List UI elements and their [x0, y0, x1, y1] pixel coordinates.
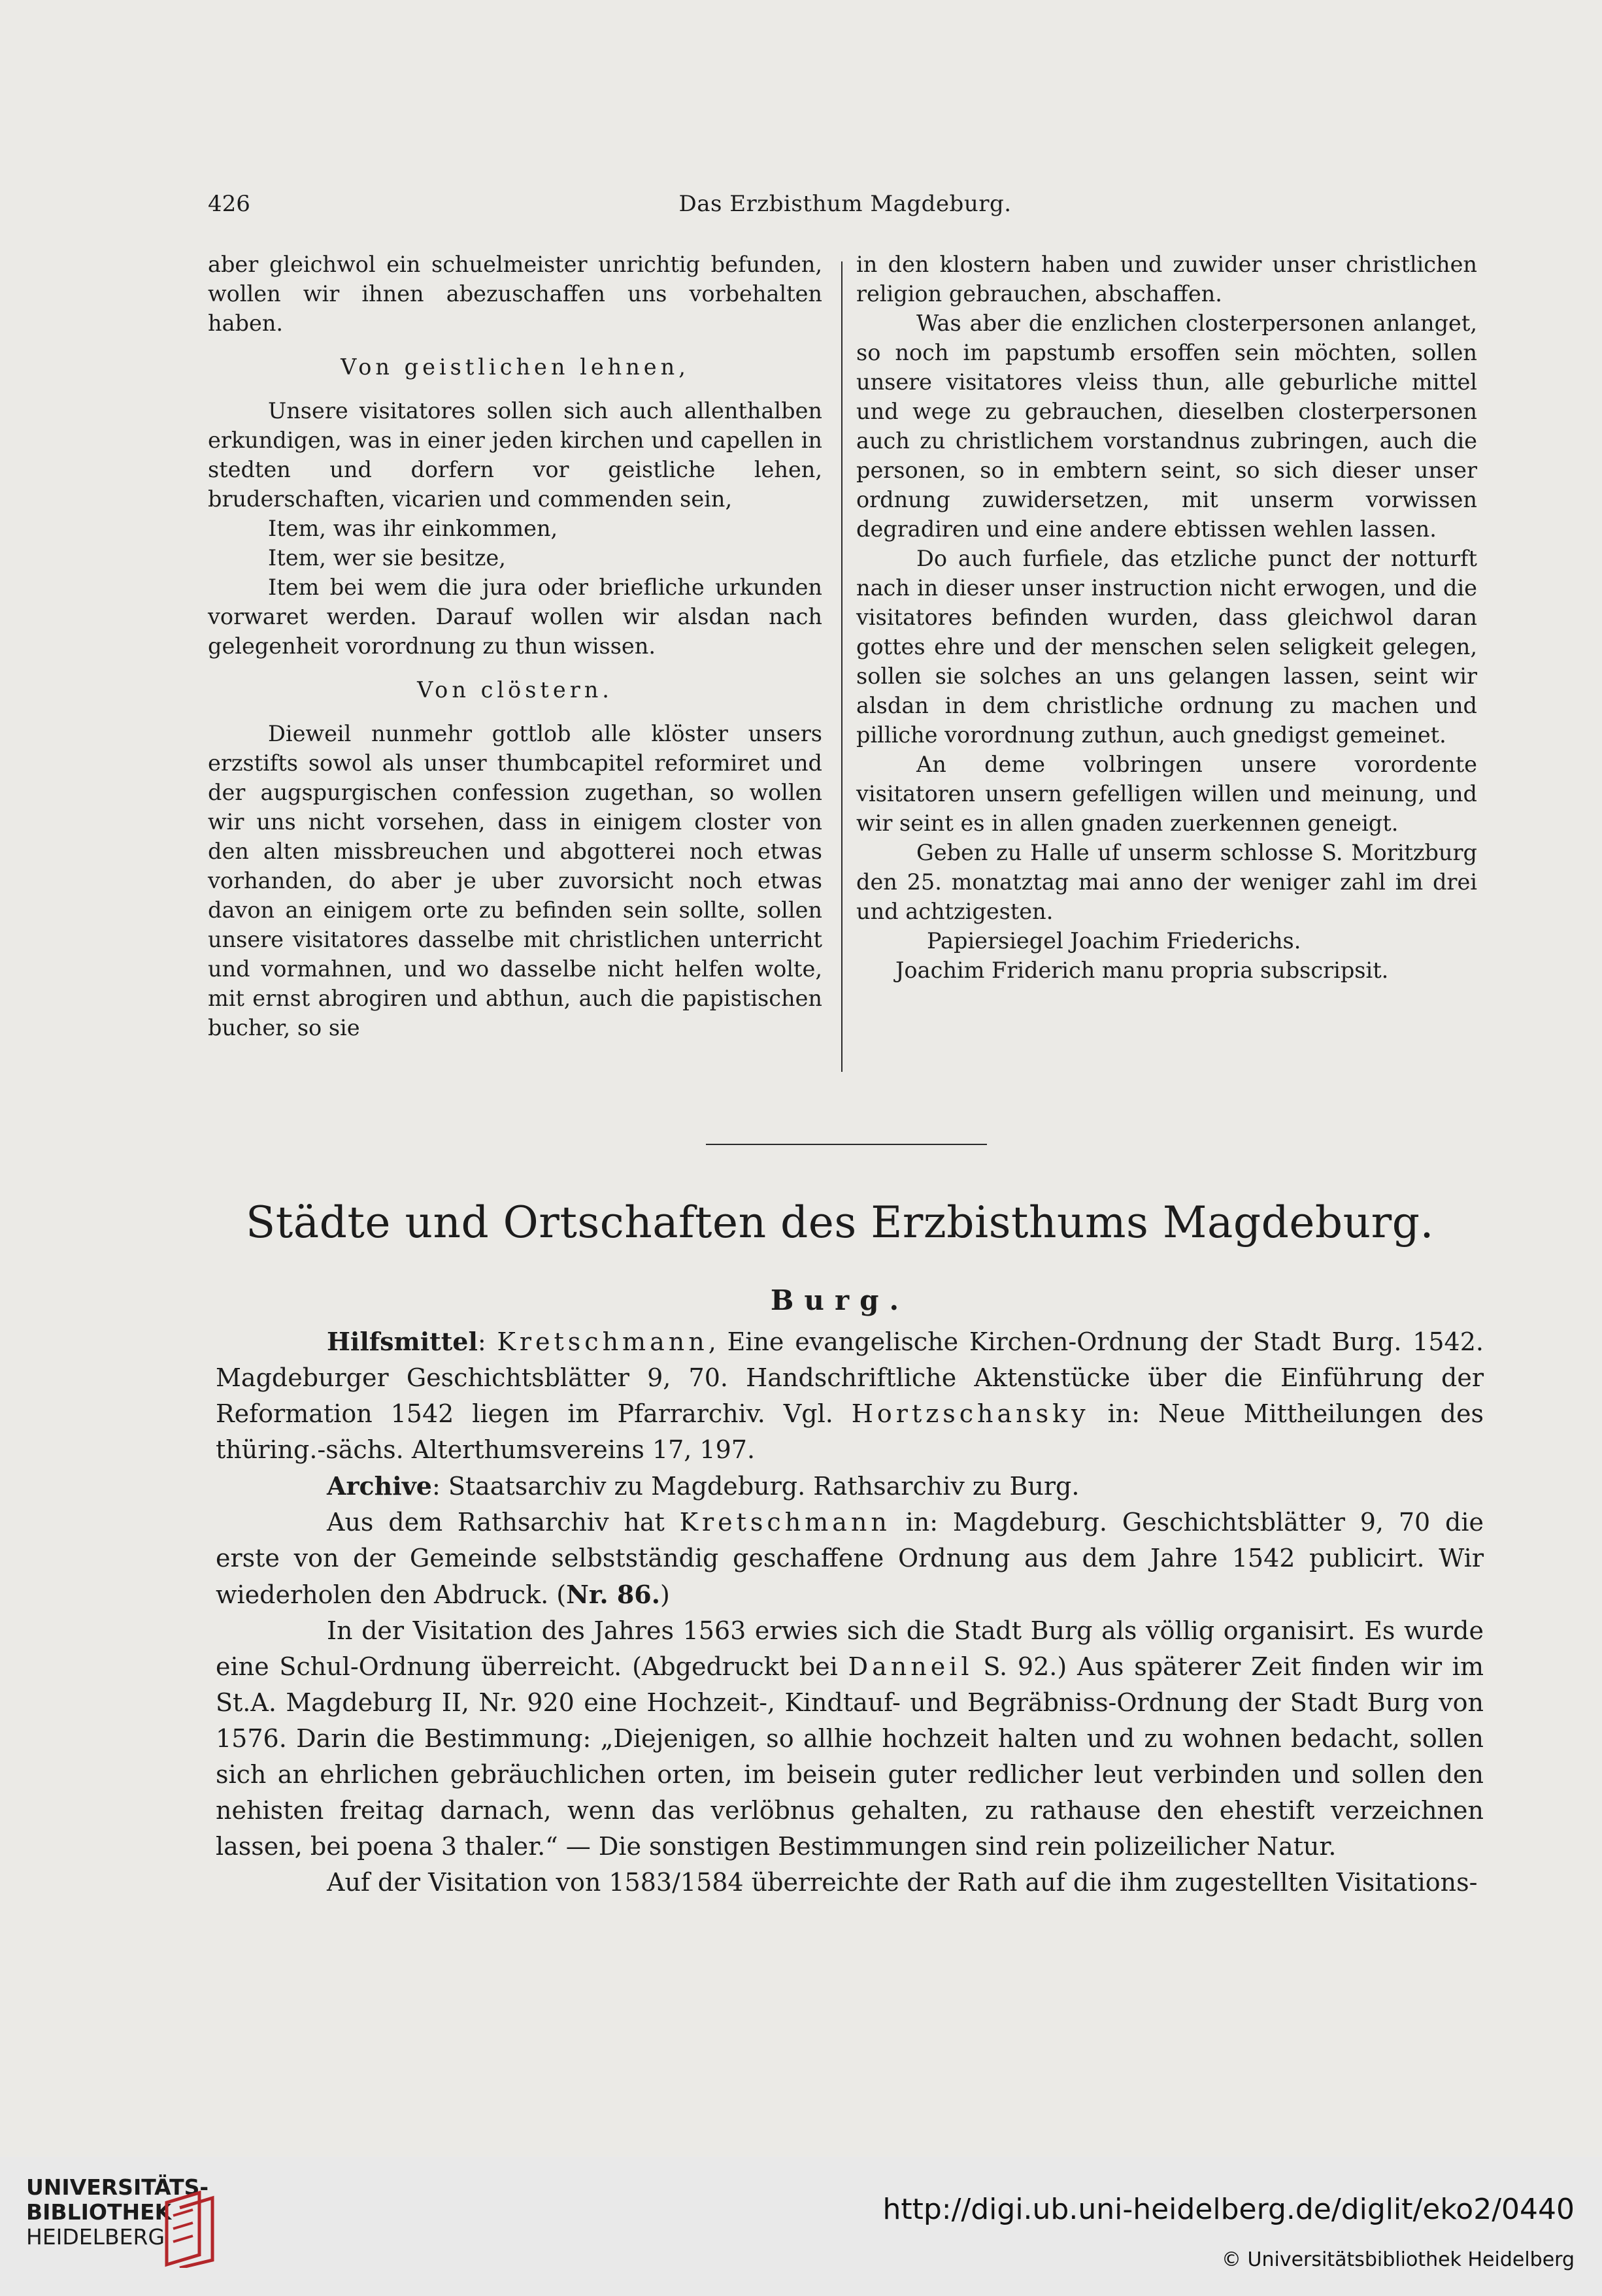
archive-label: Archive: [327, 1471, 432, 1501]
left-column: [208, 250, 822, 1042]
section-divider-rule: [706, 1144, 987, 1145]
viewer-footer: [0, 2157, 1602, 2296]
running-title: Das Erzbisthum Magdeburg.: [678, 191, 1012, 217]
library-name-line: UNIVERSITÄTS-: [26, 2174, 209, 2200]
page-header: [208, 191, 1482, 224]
section-body: [216, 1323, 1484, 1901]
paragraph: aber gleichwol ein schuelmeister unrichtig befunden, wollen wir ihnen abezuschaffen uns vorbehalten haben.: [208, 252, 822, 336]
column-divider: [841, 261, 843, 1072]
paragraph: Item bei wem die jura oder briefliche urkunden vorwaret werden. Darauf wollen wir alsdan nach gelegenheit vorordnung zu thun wissen.: [208, 574, 822, 659]
paragraph: An deme volbringen unsere vorordente visitatoren unsern gefelligen willen und meinung, und wir seint es in allen gnaden zuerkennen geneigt.: [856, 752, 1477, 836]
paragraph: Was aber die enzlichen closterpersonen anlanget, so noch im papstumb ersoffen sein möchten, sollen unsere visitatores vleiss thun, alle geburliche mittel und wege zu gebrauchen, dieselben closterpersonen auch zu christlichem vorstandnus zubringen, auch die personen, so in embtern seint, so sich dieser unser ordnung zuwidersetzen, mit unserm vorwissen degradiren und eine andere ebtissen wehlen lassen.: [856, 310, 1477, 542]
paragraph-aus: [216, 1505, 1484, 1613]
paragraph-last: Auf der Visitation von 1583/1584 überreichte der Rath auf die ihm zugestellten Visitations-: [327, 1868, 1478, 1897]
author-name: Kretschmann: [497, 1327, 709, 1356]
paragraph: Item, wer sie besitze,: [268, 545, 506, 571]
library-name-line: HEIDELBERG: [26, 2224, 165, 2250]
library-logo-icon: [160, 2189, 222, 2268]
archive-text: : Staatsarchiv zu Magdeburg. Rathsarchiv zu Burg.: [431, 1472, 1080, 1501]
paragraph: Do auch furfiele, das etzliche punct der notturft nach in dieser unser instruction nicht erwogen, und die visitatores befinden wurden, dass gleichwol daran gottes ehre und der menschen selen seligkeit gelegen, sollen sie solches an uns gelangen lassen, seint wir alsdan in dem christliche ordnung zu machen und pilliche vorordnung zuthun, auch gnedigst gemeinet.: [856, 546, 1477, 748]
document-url-link[interactable]: http://digi.ub.uni-heidelberg.de/diglit/eko2/0440: [882, 2193, 1575, 2226]
paragraph: in den klostern haben und zuwider unser christlichen religion gebrauchen, abschaffen.: [856, 252, 1477, 307]
section-subheading: Von geistlichen lehnen,: [341, 354, 690, 380]
copyright-notice: © Universitätsbibliothek Heidelberg: [1221, 2248, 1575, 2271]
paragraph: Joachim Friderich manu propria subscripsit.: [895, 957, 1389, 983]
paragraph: Dieweil nunmehr gottlob alle klöster unsers erzstifts sowol als unser thumbcapitel reformiret und der augspurgischen confession zugethan, so wollen wir uns nicht vorsehen, dass in einigem closter von den alten missbreuchen und abgotterei noch etwas vorhanden, do aber je uber zuvorsicht noch etwas davon an einigem orte zu befinden sein sollte, sollen unsere visitatores dasselbe mit christlichen unterricht und vormahnen, und wo dasselbe nicht helfen wolte, mit ernst abrogiren und abthun, auch die papistischen bucher, so sie: [208, 721, 822, 1040]
paragraph-text: Aus dem Rathsarchiv hat: [327, 1508, 680, 1537]
section-title: Städte und Ortschaften des Erzbisthums Magdeburg.: [246, 1197, 1434, 1248]
section-subheading: Von clöstern.: [417, 677, 613, 703]
reference-number: Nr. 86.: [566, 1580, 660, 1609]
paragraph: Unsere visitatores sollen sich auch allenthalben erkundigen, was in einer jeden kirchen und capellen in stedten und dorfern vor geistliche lehen, bruderschaften, vicarien und commenden sein,: [208, 398, 822, 512]
paragraph-text: S. 92.) Aus späterer Zeit finden wir im St.A. Magdeburg II, Nr. 920 eine Hochzeit-, Kindtauf- und Begräbniss-Ordnung der Stadt Burg von 1576. Darin die Bestimmung: „Diejenigen, so allhie hochzeit halten und zu wohnen bedacht, sollen sich an ehrlichen gebräuchlichen orten, im beisein guter redlicher leut verbinden und sollen den nehisten freitag darnach, wenn das verlöbnus gehalten, zu rathause den ehestift verzeichnen lassen, bei poena 3 thaler.“ — Die sonstigen Bestimmungen sind rein polizeilicher Natur.: [216, 1652, 1484, 1861]
hilfsmittel-text: , Eine evangelische Kirchen-Ordnung der Stadt Burg. 1542. Magdeburger Geschichtsblätter 9, 70. Handschriftliche Aktenstücke über die Einführung der Reformation 1542 liegen im Pfarrarchiv. Vgl.: [216, 1327, 1484, 1428]
author-name: Danneil: [848, 1652, 973, 1681]
hilfsmittel-label: Hilfsmittel: [327, 1327, 478, 1356]
paragraph: Geben zu Halle uf unserm schlosse S. Moritzburg den 25. monatztag mai anno der weniger zahl im drei und achtzigesten.: [856, 840, 1477, 924]
paragraph-visitation: [216, 1613, 1484, 1865]
hilfsmittel-text: in: Neue Mittheilungen des thüring.-sächs. Alterthumsvereins 17, 197.: [216, 1399, 1484, 1464]
paragraph-text: in: Magdeburg. Geschichtsblätter 9, 70 die erste von der Gemeinde selbstständig geschaffene Ordnung aus dem Jahre 1542 publicirt. Wir wiederholen den Abdruck. (: [216, 1508, 1484, 1609]
paragraph-archive: [216, 1468, 1484, 1505]
right-column: [856, 250, 1477, 985]
paragraph-text: ): [659, 1580, 670, 1609]
library-name-line: BIBLIOTHEK: [26, 2199, 172, 2225]
author-name: Kretschmann: [679, 1508, 891, 1537]
page-number: 426: [208, 191, 250, 217]
paragraph: Papiersiegel Joachim Friederichs.: [927, 928, 1301, 954]
author-name: Hortzschansky: [851, 1399, 1090, 1428]
paragraph-text: In der Visitation des Jahres 1563 erwies sich die Stadt Burg als völlig organisirt. Es wurde eine Schul-Ordnung überreicht. (Abgedruckt bei: [216, 1616, 1484, 1681]
city-heading: Burg.: [770, 1284, 910, 1316]
paragraph: Item, was ihr einkommen,: [268, 516, 558, 541]
paragraph-hilfsmittel: Hilfsmittel: Kretschmann, Eine evangelische Kirchen-Ordnung der Stadt Burg. 1542. Magdeburger Geschichtsblätter 9, 70. Handschriftliche Aktenstücke über die Einführung der Reformation 1542 liegen im Pfarrarchiv. Vgl. Hortzschansky in: Neue Mittheilungen des thüring.-sächs. Alterthumsvereins 17, 197.: [216, 1327, 1484, 1464]
